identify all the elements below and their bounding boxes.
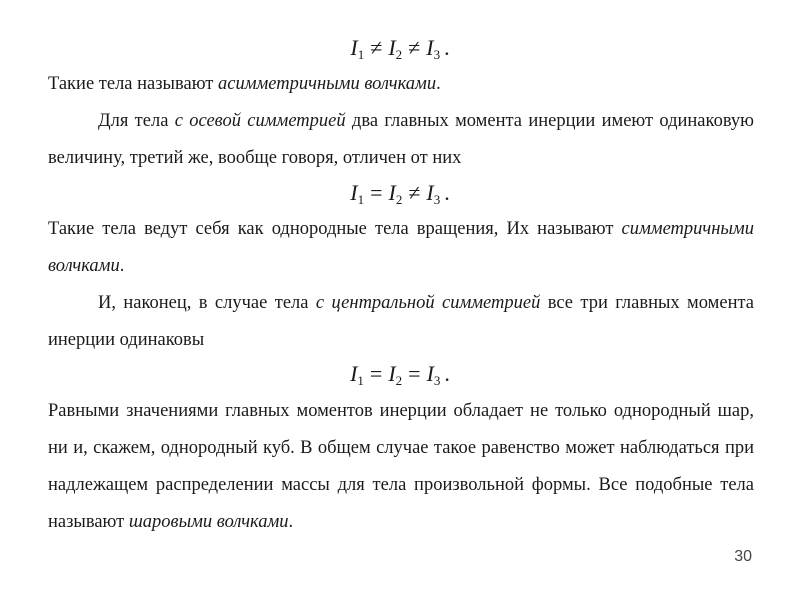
formula-term: I [388,35,396,60]
formula-term: I [350,35,358,60]
formula-subscript: 3 [433,192,441,207]
formula-term: I [388,361,396,386]
formula-period: . [444,361,450,386]
formula-period: . [444,35,450,60]
formula-subscript: 1 [357,373,364,388]
formula-subscript: 1 [357,47,365,62]
formula-term: I [426,180,434,205]
formula-subscript: 3 [433,47,441,62]
formula-subscript: 1 [357,192,365,207]
formula-term: I [388,180,396,205]
formula-term: I [350,180,358,205]
formula-subscript: 2 [395,47,403,62]
formula-operator: = [369,361,383,386]
paragraph-symmetric-tops: Такие тела ведут себя как однородные тела вращения, Их называют симметричными волчками. [48,219,754,276]
formula-symmetric [0,179,800,214]
formula-operator: = [408,361,421,386]
term-symmetric-tops: симметричными волчками [48,219,754,276]
formula-operator: ≠ [370,35,383,60]
formula-spherical [0,360,800,395]
page-number: 30 [734,548,752,565]
paragraph-spherical-tops: Равными значениями главных моментов инерции обладает не только однородный шар, ни и, скажем, однородный куб. В общем случае такое равенство может наблюдаться при надлежащем распределении массы для тела произвольной формы. Все подобные тела называют шаровыми волчками. [48,401,754,532]
formula-subscript: 2 [395,373,403,388]
term-central-symmetry: с центральной симметрией [315,293,541,313]
formula-period: . [444,180,450,205]
paragraph-asymmetric-tops: Такие тела называют асимметричными волчками. [48,74,441,94]
formula-operator: = [370,180,383,205]
formula-term: I [350,361,358,386]
term-axial-symmetry: с осевой симметрией [174,111,346,131]
formula-term: I [426,361,434,386]
formula-subscript: 3 [433,373,441,388]
paragraph-central-symmetry: И, наконец, в случае тела с центральной симметрией все три главных момента инерции одинаковы [48,293,754,350]
formula-operator: ≠ [408,35,421,60]
paragraph-axial-symmetry: Для тела с осевой симметрией два главных момента инерции имеют одинаковую величину, третий же, вообще говоря, отличен от них [48,111,754,168]
term-spherical-tops: шаровыми волчками [128,512,289,532]
formula-subscript: 2 [395,192,403,207]
formula-operator: ≠ [408,180,421,205]
formula-term: I [426,35,434,60]
formula-asymmetric [0,34,800,69]
term-asymmetric-tops: асимметричными волчками [217,74,437,94]
